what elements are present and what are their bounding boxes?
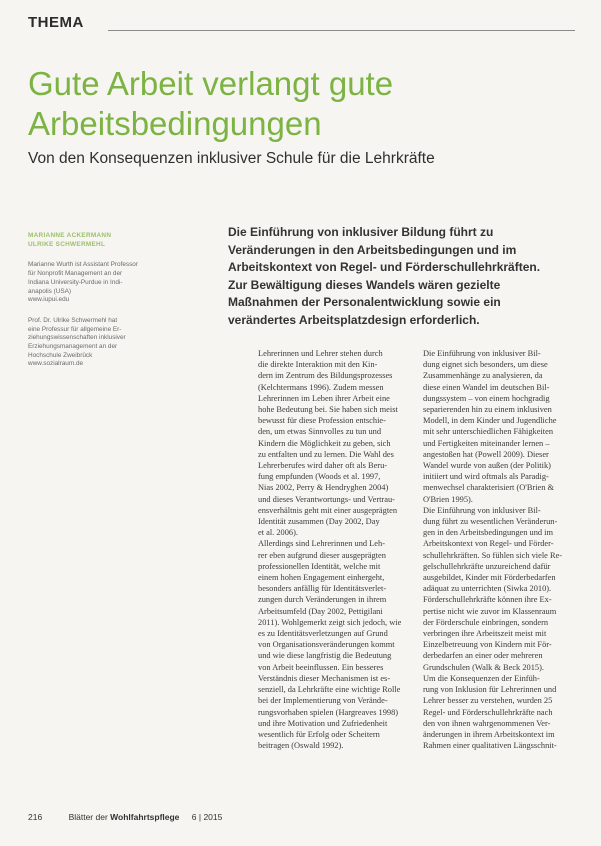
body-line: menwechsel charakterisiert (O'Brien &	[423, 483, 555, 493]
body-line: Lehrerberufes wird daher oft als Beru-	[258, 461, 388, 471]
body-line: Allerdings sind Lehrerinnen und Leh-	[258, 539, 385, 549]
body-line: Kindern die Möglichkeit zu geben, sich	[258, 438, 391, 448]
body-line: fung empfunden (Woods et al. 1997,	[258, 472, 381, 482]
body-line: und ihre Motivation und Zufriedenheit	[258, 718, 388, 728]
body-line: bei der Implementierung von Verände-	[258, 696, 388, 706]
article-title: Gute Arbeit verlangt gute Arbeitsbedingungen	[28, 65, 394, 142]
body-line: initiiert und wird oftmals als Paradig-	[423, 472, 549, 482]
section-label: THEMA	[28, 14, 84, 31]
body-line: pertise nicht wie zuvor im Klassenraum	[423, 606, 557, 616]
body-line: Lehrerinnen und Lehrer stehen durch	[258, 349, 383, 358]
page-number: 216	[28, 812, 43, 822]
body-line: dung führt zu wesentlichen Veränderun-	[423, 517, 558, 527]
body-line: ausgebildet, Kinder mit Förderbedarfen	[423, 573, 556, 583]
body-line: gen in den Arbeitsbedingungen und im	[423, 528, 554, 538]
body-line: rungsvorhaben spielen (Hargreaves 1998)	[258, 707, 399, 717]
lead-line: Arbeitskontext von Regel- und Förderschullehrkräften.	[228, 260, 541, 275]
body-line: den, um etwas Sinnvolles zu tun und	[258, 427, 382, 437]
body-line: Arbeitsumfeld (Day 2002, Pettigilani	[258, 606, 383, 616]
journal-name: Wohlfahrtspflege	[110, 812, 180, 822]
body-line: Förderschullehrkräfte können ihre Ex-	[423, 595, 552, 605]
body-line: 2011). Wohlgemerkt zeigt sich jedoch, wie	[258, 617, 402, 627]
body-line: Identität zusammen (Day 2002, Day	[258, 517, 380, 527]
body-line: Modell, in dem Kinder und Jugendliche	[423, 416, 557, 426]
body-line: adäquat zu unterrichten (Siwka 2010).	[423, 584, 552, 594]
body-line: rung von Inklusion für Lehrerinnen und	[423, 685, 557, 695]
bio-line: Erziehungsmanagement an der	[28, 343, 118, 351]
lead-paragraph	[228, 224, 548, 330]
body-line: senziell, da Lehrkräfte eine wichtige Rolle	[258, 685, 401, 695]
body-line: Nias 2002, Perry & Hendryghen 2004)	[258, 483, 389, 493]
body-column-2	[423, 348, 568, 751]
body-line: den von ihnen wahrgenommenen Ver-	[423, 718, 551, 728]
body-line: der Förderschule einbringen, sondern	[423, 617, 549, 627]
body-line: gelschullehrkräfte unzureichend dafür	[423, 561, 551, 571]
author-sidebar	[28, 232, 190, 381]
author-names	[28, 232, 190, 249]
body-line: Die Einführung von inklusiver Bil-	[423, 349, 541, 358]
body-line: Grundschulen (Walk & Beck 2015).	[423, 662, 544, 672]
body-line: Um die Konsequenzen der Einfüh-	[423, 673, 540, 683]
body-line: Die Einführung von inklusiver Bil-	[423, 505, 541, 515]
journal-name-prefix: Blätter der	[68, 812, 111, 822]
bio-line: ziehungswissenschaften inklusiver	[28, 334, 126, 342]
body-line: Verständnis dieser Mechanismen ist es-	[258, 673, 391, 683]
bio-line: Prof. Dr. Ulrike Schwermehl hat	[28, 316, 118, 324]
bio-link: www.sozialraum.de	[28, 360, 84, 368]
article-subtitle: Von den Konsequenzen inklusiver Schule für die Lehrkräfte	[28, 150, 435, 167]
body-line: angestoßen hat (Powell 2009). Dieser	[423, 449, 549, 459]
body-line: Wandel wurde von außen (der Politik)	[423, 461, 551, 471]
body-line: einem hohen Engagement einhergeht,	[258, 573, 385, 583]
page-footer	[28, 812, 222, 822]
body-line: separierenden hin zu einem inklusiven	[423, 405, 552, 415]
issue-number: 6 | 2015	[191, 812, 223, 822]
body-line: wesentlich für Erfolg oder Scheitern	[258, 729, 380, 739]
body-line: Lehrerinnen im Leben ihrer Arbeit eine	[258, 393, 390, 403]
body-line: zungen durch Veränderungen in ihrem	[258, 595, 387, 605]
body-line: von Arbeit beeinflussen. Ein besseres	[258, 662, 384, 672]
body-column-1	[258, 348, 403, 751]
body-line: Arbeitskontext von Regel- und Förder-	[423, 539, 554, 549]
body-line: O'Brien 1995).	[423, 494, 473, 504]
lead-line: verändertes Arbeitsplatzdesign erforderlich.	[228, 312, 480, 327]
author-bio-2	[28, 317, 190, 369]
body-line: diese einen Wandel im deutschen Bil-	[423, 382, 550, 392]
body-line: und wie diese langfristig die Bedeutung	[258, 651, 392, 661]
body-line: hohe Bedeutung bei. Sie haben sich meist	[258, 405, 398, 415]
body-line: von Organisationsveränderungen kommt	[258, 640, 395, 650]
body-line: et al. 2006).	[258, 528, 299, 538]
body-line: ensverhältnis geht mit einer ausgeprägten	[258, 505, 398, 515]
author-name: MARIANNE ACKERMANN	[28, 232, 112, 239]
body-line: und dieses Verantwortungs- und Vertrau-	[258, 494, 395, 504]
body-line: schullehrkräften. So fühlen sich viele Re-	[423, 550, 563, 560]
lead-line: Maßnahmen der Personalentwicklung sowie ein	[228, 295, 501, 310]
body-line: zu entfalten und zu lernen. Die Wahl des	[258, 449, 394, 459]
bio-link: www.iupui.edu	[28, 296, 70, 304]
lead-line: Die Einführung von inklusiver Bildung führt zu	[228, 225, 494, 239]
body-line: besonders anfällig für Identitätsverlet-	[258, 584, 387, 594]
body-line: Lehrer besser zu verstehen, wurden 25	[423, 696, 553, 706]
body-line: derbedarfen an einer oder mehreren	[423, 651, 543, 661]
body-line: Zusammenhänge zu analysieren, da	[423, 371, 543, 381]
author-name: ULRIKE SCHWERMEHL	[28, 240, 106, 248]
bio-line: anapolis (USA)	[28, 287, 71, 295]
body-line: es zu Identitätsverletzungen auf Grund	[258, 629, 388, 639]
lead-line: Veränderungen in den Arbeitsbedingungen und im	[228, 242, 517, 257]
bio-line: eine Professur für allgemeine Er-	[28, 325, 122, 333]
body-line: und Fertigkeiten miteinander lernen –	[423, 438, 550, 448]
bio-line: Indiana University-Purdue in Indi-	[28, 278, 123, 286]
body-line: Rahmen einer qualitativen Längsschnit-	[423, 741, 557, 751]
body-line: dungssystem – von einem hochgradig	[423, 393, 550, 403]
body-line: die direkte Interaktion mit den Kin-	[258, 360, 378, 370]
body-line: Regel- und Förderschullehrkräfte nach	[423, 707, 553, 717]
author-bio-1	[28, 261, 190, 305]
section-divider	[108, 30, 575, 31]
body-line: bewusst für diese Profession entschie-	[258, 416, 386, 426]
body-line: (Kelchtermans 1996). Zudem messen	[258, 382, 384, 392]
body-line: rer eben aufgrund dieser ausgeprägten	[258, 550, 386, 560]
lead-line: Zur Bewältigung dieses Wandels wären gezielte	[228, 277, 501, 292]
body-line: änderungen in ihrem Arbeitskontext im	[423, 729, 555, 739]
bio-line: Marianne Wurth ist Assistant Professor	[28, 261, 138, 269]
body-line: dung eignet sich besonders, um diese	[423, 360, 548, 370]
bio-line: Hochschule Zweibrück	[28, 351, 93, 359]
body-line: verbringen ihre Arbeitszeit meist mit	[423, 629, 547, 639]
body-line: professionellen Identität, welche mit	[258, 561, 381, 571]
body-line: beitragen (Oswald 1992).	[258, 741, 344, 751]
body-line: mit sehr unterschiedlichen Fähigkeiten	[423, 427, 554, 437]
body-line: Einzelbetreuung von Kindern mit För-	[423, 640, 552, 650]
body-line: dern im Zentrum des Bildungsprozesses	[258, 371, 393, 381]
bio-line: für Nonprofit Management an der	[28, 270, 123, 278]
